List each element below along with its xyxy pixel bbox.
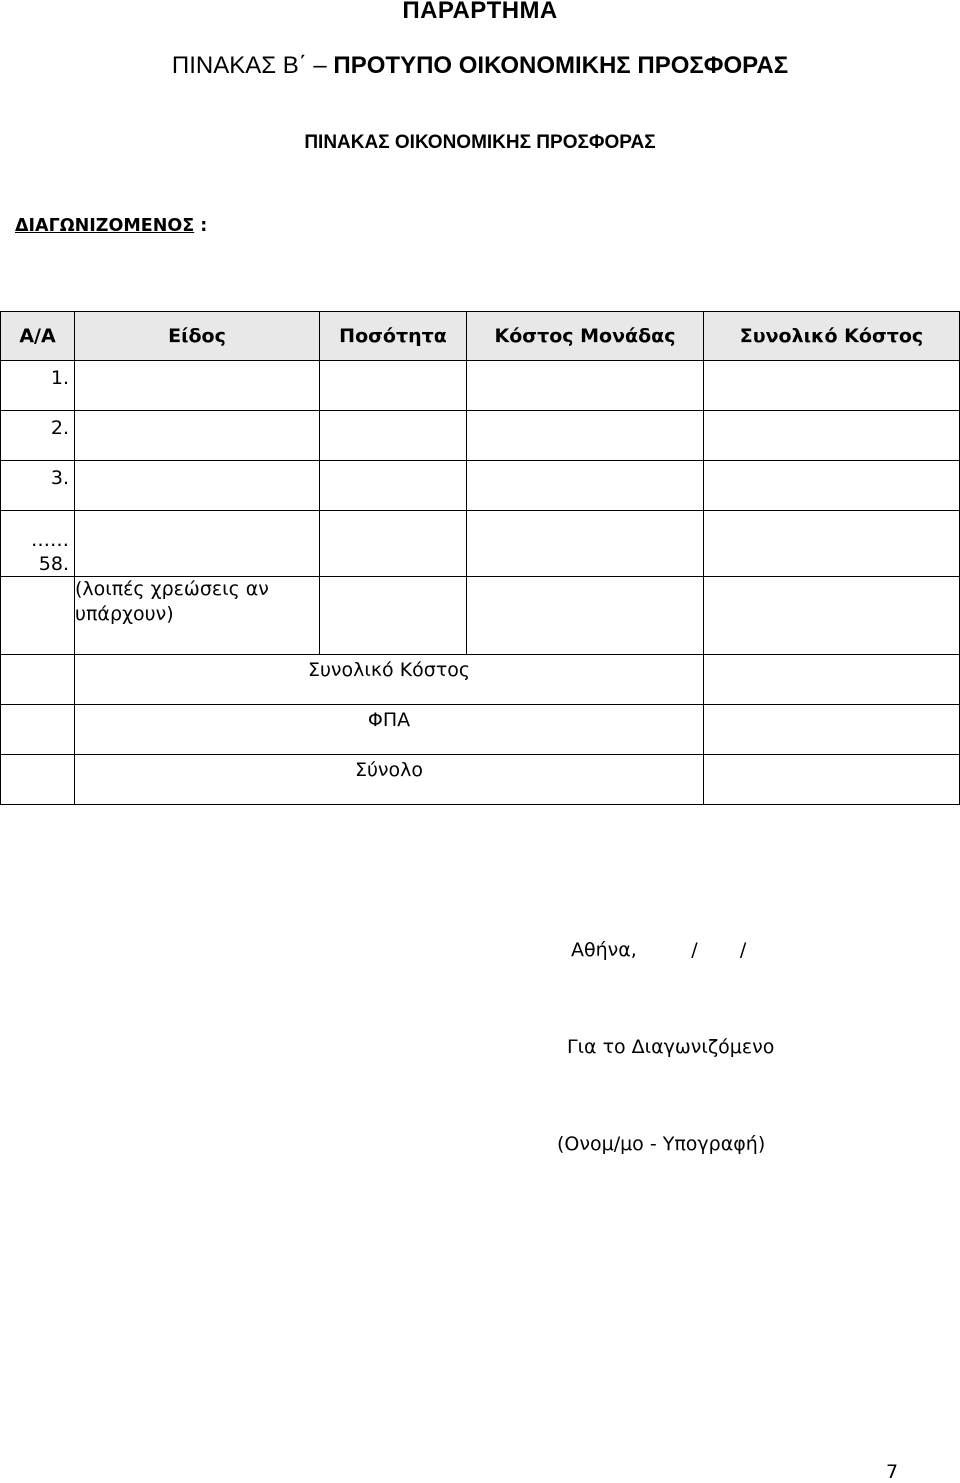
page-number: 7 (886, 1461, 899, 1483)
extra-charges-label: (λοιπές χρεώσεις αν υπάρχουν) (75, 577, 320, 655)
col-header-quantity: Ποσότητα (320, 312, 467, 361)
col-header-total-cost: Συνολικό Κόστος (704, 312, 960, 361)
unit-cost-cell[interactable] (467, 361, 704, 411)
table-b-label: ΠΙΝΑΚΑΣ Β΄ – (171, 52, 334, 79)
item-cell[interactable] (75, 361, 320, 411)
table-row (1, 411, 960, 461)
bidder-line (15, 214, 207, 238)
total-cost-cell[interactable] (704, 577, 960, 655)
on-behalf-line: Για το Διαγωνιζόμενο (567, 1036, 775, 1058)
row-number: 3. (1, 461, 75, 511)
table-row (1, 361, 960, 411)
extra-charges-row (1, 577, 960, 655)
vat-value[interactable] (704, 705, 960, 755)
table-header-row (1, 312, 960, 361)
unit-cost-cell[interactable] (467, 511, 704, 577)
grand-total-value[interactable] (704, 755, 960, 805)
total-cost-cell[interactable] (704, 461, 960, 511)
total-cost-cell[interactable] (704, 511, 960, 577)
unit-cost-cell[interactable] (467, 461, 704, 511)
item-cell[interactable] (75, 461, 320, 511)
row-number-empty (1, 577, 75, 655)
quantity-cell[interactable] (320, 577, 467, 655)
row-number-empty (1, 705, 75, 755)
place-date-line: Αθήνα, / / (571, 939, 747, 961)
row-number: 1. (1, 361, 75, 411)
quantity-cell[interactable] (320, 411, 467, 461)
total-cost-cell[interactable] (704, 411, 960, 461)
total-cost-row (1, 655, 960, 705)
grand-total-label: Σύνολο (75, 755, 704, 805)
name-signature-line: (Ονομ/μο - Υπογραφή) (557, 1133, 766, 1155)
row-number-last: …… 58. (1, 511, 75, 577)
table-b-heading (0, 52, 960, 80)
bidder-colon: : (194, 216, 208, 236)
offer-table-title: ΠΙΝΑΚΑΣ ΟΙΚΟΝΟΜΙΚΗΣ ΠΡΟΣΦΟΡΑΣ (304, 132, 656, 153)
quantity-cell[interactable] (320, 461, 467, 511)
vat-label: ΦΠΑ (75, 705, 704, 755)
row-number: 2. (1, 411, 75, 461)
total-cost-cell[interactable] (704, 361, 960, 411)
col-header-unit-cost: Κόστος Μονάδας (467, 312, 704, 361)
total-cost-label: Συνολικό Κόστος (75, 655, 704, 705)
total-cost-value[interactable] (704, 655, 960, 705)
grand-total-row (1, 755, 960, 805)
row-number-empty (1, 655, 75, 705)
quantity-cell[interactable] (320, 511, 467, 577)
col-header-aa: Α/Α (1, 312, 75, 361)
table-b-name: ΠΡΟΤΥΠΟ ΟΙΚΟΝΟΜΙΚΗΣ ΠΡΟΣΦΟΡΑΣ (333, 52, 789, 79)
col-header-item: Είδος (75, 312, 320, 361)
bidder-label: ΔΙΑΓΩΝΙΖΟΜΕΝΟΣ (15, 216, 195, 236)
annex-heading: ΠΑΡΑΡΤΗΜΑ (402, 0, 558, 24)
item-cell[interactable] (75, 411, 320, 461)
unit-cost-cell[interactable] (467, 577, 704, 655)
item-cell[interactable] (75, 511, 320, 577)
financial-offer-table (0, 311, 960, 805)
row-number-empty (1, 755, 75, 805)
table-row (1, 461, 960, 511)
unit-cost-cell[interactable] (467, 411, 704, 461)
table-row (1, 511, 960, 577)
vat-row (1, 705, 960, 755)
quantity-cell[interactable] (320, 361, 467, 411)
